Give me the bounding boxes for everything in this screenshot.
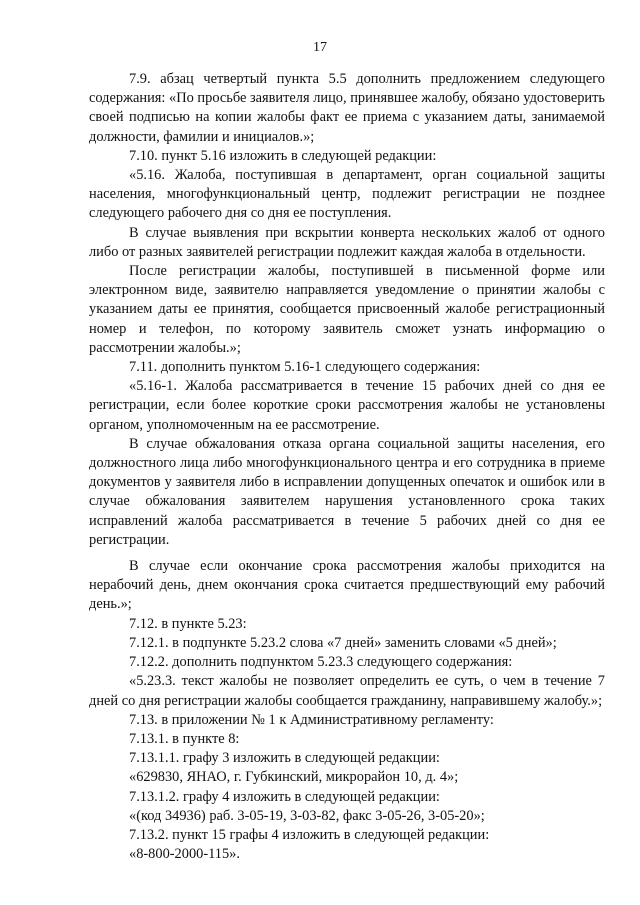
paragraph-5-16-1: «5.16-1. Жалоба рассматривается в течение 15 рабочих дней со дня ее регистрации, если более короткие сроки рассмотрения жалобы не установлены органом, уполномоченным на ее рассмотрение.	[89, 378, 605, 433]
paragraph-7-13: 7.13. в приложении № 1 к Административному регламенту:	[129, 711, 494, 728]
paragraph-registration-notice: После регистрации жалобы, поступившей в письменной форме или электронном виде, заявителю направляется уведомление о принятии жалобы с указанием даты ее принятия, сообщается присвоенный жалобе регистрационный номер и телефон, по которому заявитель сможет узнать информацию о рассмотрении жалобы.»;	[89, 263, 605, 356]
paragraph-5-23-3: «5.23.3. текст жалобы не позволяет определить ее суть, о чем в течение 7 дней со дня регистрации жалобы сообщается гражданину, направившему жалобу.»;	[89, 673, 605, 709]
paragraph-5-16: «5.16. Жалоба, поступившая в департамент, орган социальной защиты населения, многофункциональный центр, подлежит регистрации не позднее следующего рабочего дня со дня ее поступления.	[89, 167, 605, 222]
paragraph-multiple-complaints: В случае выявления при вскрытии конверта нескольких жалоб от одного либо от разных заявителей регистрации подлежит каждая жалоба в отдельности.	[89, 224, 605, 260]
page-number: 17	[313, 40, 327, 55]
document-body	[89, 70, 605, 864]
paragraph-refusal-appeal: В случае обжалования отказа органа социальной защиты населения, его должностного лица либо многофункционального центра и его сотрудника в приеме документов у заявителя либо в исправлении допущенных опечаток и ошибок или в случае обжалования заявителем нарушения установленного срока таких исправлений жалоба рассматривается в течение 5 рабочих дней со дня ее регистрации.	[89, 435, 605, 548]
paragraph-7-12: 7.12. в пункте 5.23:	[129, 615, 247, 632]
paragraph-7-9: 7.9. абзац четвертый пункта 5.5 дополнить предложением следующего содержания: «По просьбе заявителя лицо, принявшее жалобу, обязано удостоверить своей подписью на копии жалобы факт ее приема с указанием даты, занимаемой должности, фамилии и инициалов.»;	[89, 71, 605, 145]
paragraph-hotline: «8-800-2000-115».	[129, 846, 240, 863]
paragraph-7-13-1: 7.13.1. в пункте 8:	[129, 730, 240, 747]
paragraph-7-12-1: 7.12.1. в подпункте 5.23.2 слова «7 дней» заменить словами «5 дней»;	[129, 634, 557, 651]
paragraph-7-12-2: 7.12.2. дополнить подпунктом 5.23.3 следующего содержания:	[129, 654, 513, 671]
paragraph-7-13-1-1: 7.13.1.1. графу 3 изложить в следующей редакции:	[129, 750, 440, 767]
paragraph-non-working-day: В случае если окончание срока рассмотрения жалобы приходится на нерабочий день, днем окончания срока считается предшествующий ему рабочий день.»;	[89, 558, 605, 613]
paragraph-7-13-1-2: 7.13.1.2. графу 4 изложить в следующей редакции:	[129, 788, 440, 805]
paragraph-phones: «(код 34936) раб. 3-05-19, 3-03-82, факс 3-05-26, 3-05-20»;	[129, 807, 485, 824]
paragraph-address: «629830, ЯНАО, г. Губкинский, микрорайон 10, д. 4»;	[129, 769, 459, 786]
paragraph-7-11: 7.11. дополнить пунктом 5.16-1 следующего содержания:	[129, 359, 481, 376]
paragraph-7-10: 7.10. пункт 5.16 изложить в следующей редакции:	[129, 147, 437, 164]
paragraph-7-13-2: 7.13.2. пункт 15 графы 4 изложить в следующей редакции:	[129, 826, 490, 843]
